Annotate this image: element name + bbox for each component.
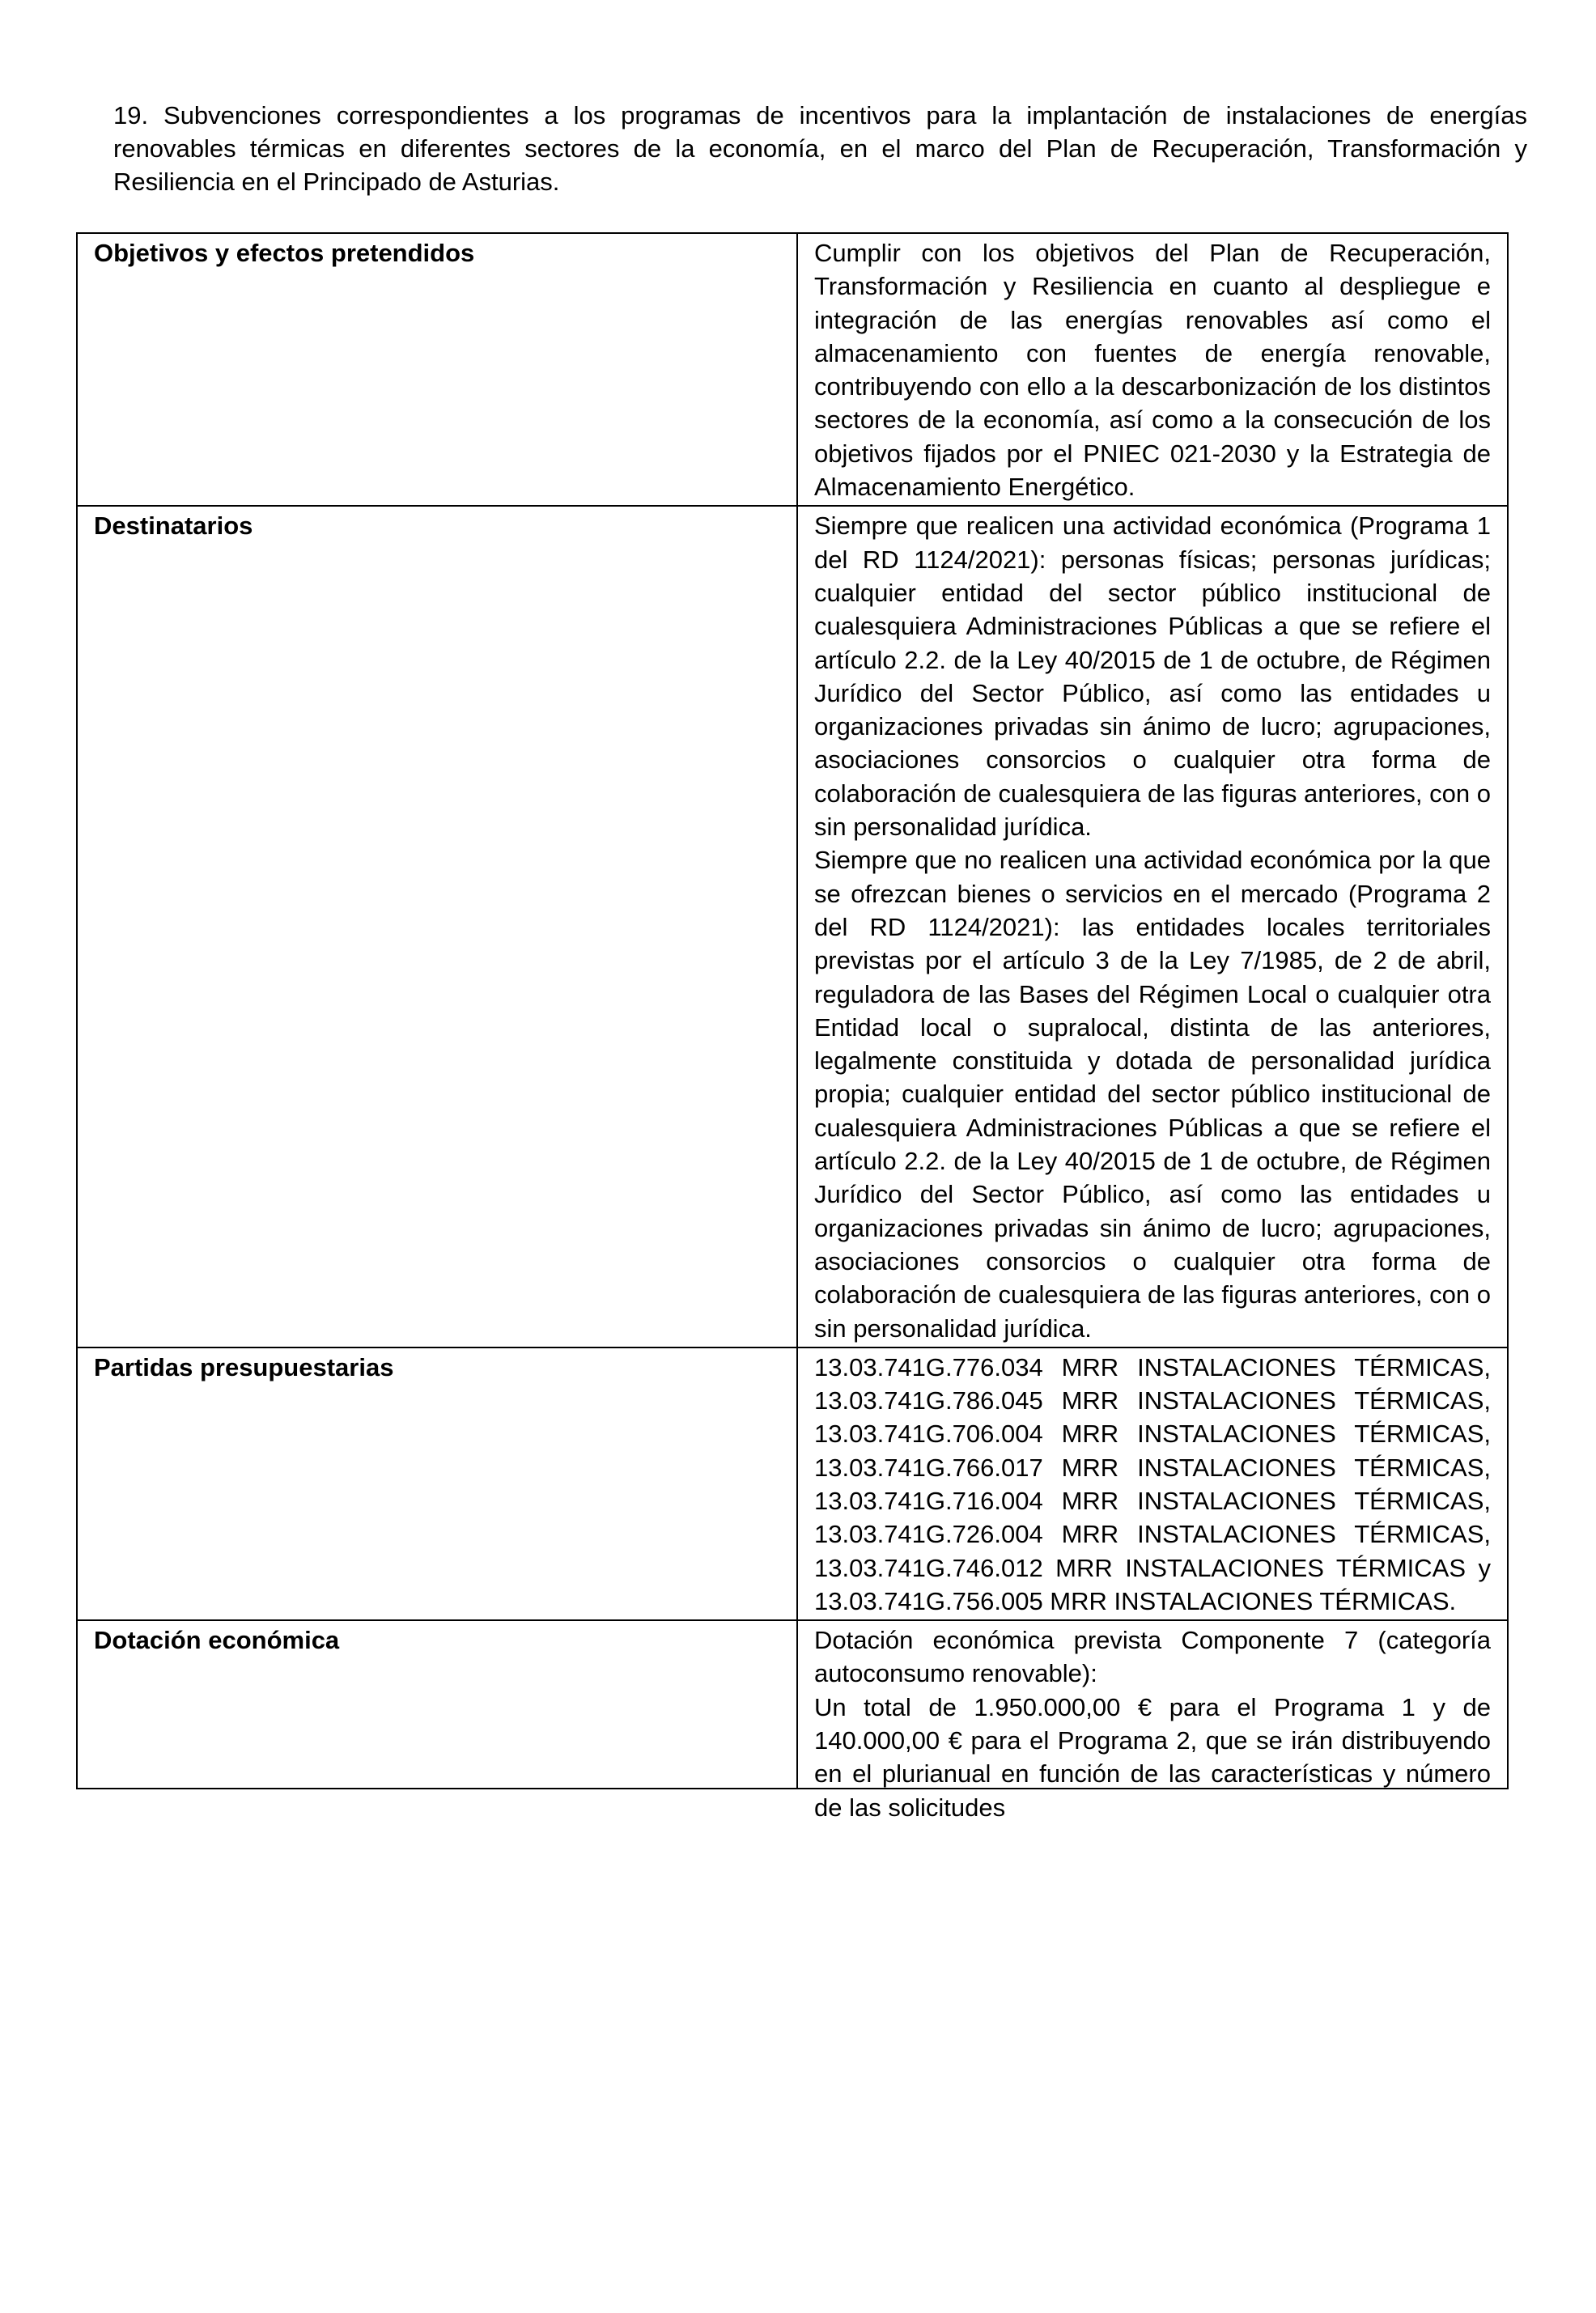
row-value-partidas — [797, 1347, 1508, 1620]
subsidy-info-table — [76, 232, 1509, 1822]
paragraph: Cumplir con los objetivos del Plan de Recuperación, Transformación y Resiliencia en cuanto al despliegue e integración de las energías renovables así como el almacenamiento con fuentes de energía renovable, contribuyendo con ello a la descarbonización de los distintos sectores de la economía, así como a la consecución de los objetivos fijados por el PNIEC 021-2030 y la Estrategia de Almacenamiento Energético. — [814, 239, 1491, 502]
table-row-dotacion — [77, 1620, 1508, 1789]
table-row-destinatarios — [77, 506, 1508, 1347]
paragraph: 13.03.741G.776.034 MRR INSTALACIONES TÉRMICAS, 13.03.741G.786.045 MRR INSTALACIONES TÉRMICAS, 13.03.741G.706.004 MRR INSTALACIONES TÉRMICAS, 13.03.741G.766.017 MRR INSTALACIONES TÉRMICAS, 13.03.741G.716.004 MRR INSTALACIONES TÉRMICAS, 13.03.741G.726.004 MRR INSTALACIONES TÉRMICAS, 13.03.741G.746.012 MRR INSTALACIONES TÉRMICAS y 13.03.741G.756.005 MRR INSTALACIONES TÉRMICAS. — [814, 1352, 1491, 1615]
table-row-objetivos — [77, 233, 1508, 506]
paragraph: Siempre que realicen una actividad económica (Programa 1 del RD 1124/2021): personas físicas; personas jurídicas; cualquier entidad del sector público institucional de cualesquiera Administraciones Públicas a que se refiere el artículo 2.2. de la Ley 40/2015 de 1 de octubre, de Régimen Jurídico del Sector Público, así como las entidades u organizaciones privadas sin ánimo de lucro; agrupaciones, asociaciones consorcios o cualquier otra forma de colaboración de cualesquiera de las figuras anteriores, con o sin personalidad jurídica. — [814, 511, 1491, 842]
row-value-dotacion — [797, 1620, 1508, 1822]
paragraph: Dotación económica prevista Componente 7 (categoría autoconsumo renovable): — [814, 1626, 1491, 1688]
row-value-destinatarios — [797, 506, 1508, 1347]
section-heading: 19. Subvenciones correspondientes a los programas de incentivos para la implantación de instalaciones de energías renovables térmicas en diferentes sectores de la economía, en el marco del Plan de Recuperación, Transformación y Resiliencia en el Principado de Asturias. — [113, 101, 1527, 196]
paragraph: Un total de 1.950.000,00 € para el Programa 1 y de 140.000,00 € para el Programa 2, que se irán distribuyendo en el plurianual en función de las características y número de las solicitudes — [814, 1692, 1491, 1822]
row-label-partidas: Partidas presupuestarias — [77, 1347, 797, 1620]
row-label-dotacion: Dotación económica — [77, 1620, 797, 1789]
row-value-objetivos — [797, 233, 1508, 506]
table-row-partidas — [77, 1347, 1508, 1620]
paragraph: Siempre que no realicen una actividad económica por la que se ofrezcan bienes o servicios en el mercado (Programa 2 del RD 1124/2021): las entidades locales territoriales previstas por el artículo 3 de la Ley 7/1985, de 2 de abril, reguladora de las Bases del Régimen Local o cualquier otra Entidad local o supralocal, distinta de las anteriores, legalmente constituida y dotada de personalidad jurídica propia; cualquier entidad del sector público institucional de cualesquiera Administraciones Públicas a que se refiere el artículo 2.2. de la Ley 40/2015 de 1 de octubre, de Régimen Jurídico del Sector Público, así como las entidades u organizaciones privadas sin ánimo de lucro; agrupaciones, asociaciones consorcios o cualquier otra forma de colaboración de cualesquiera de las figuras anteriores, con o sin personalidad jurídica. — [814, 846, 1491, 1343]
row-label-destinatarios: Destinatarios — [77, 506, 797, 1347]
row-label-objetivos: Objetivos y efectos pretendidos — [77, 233, 797, 506]
